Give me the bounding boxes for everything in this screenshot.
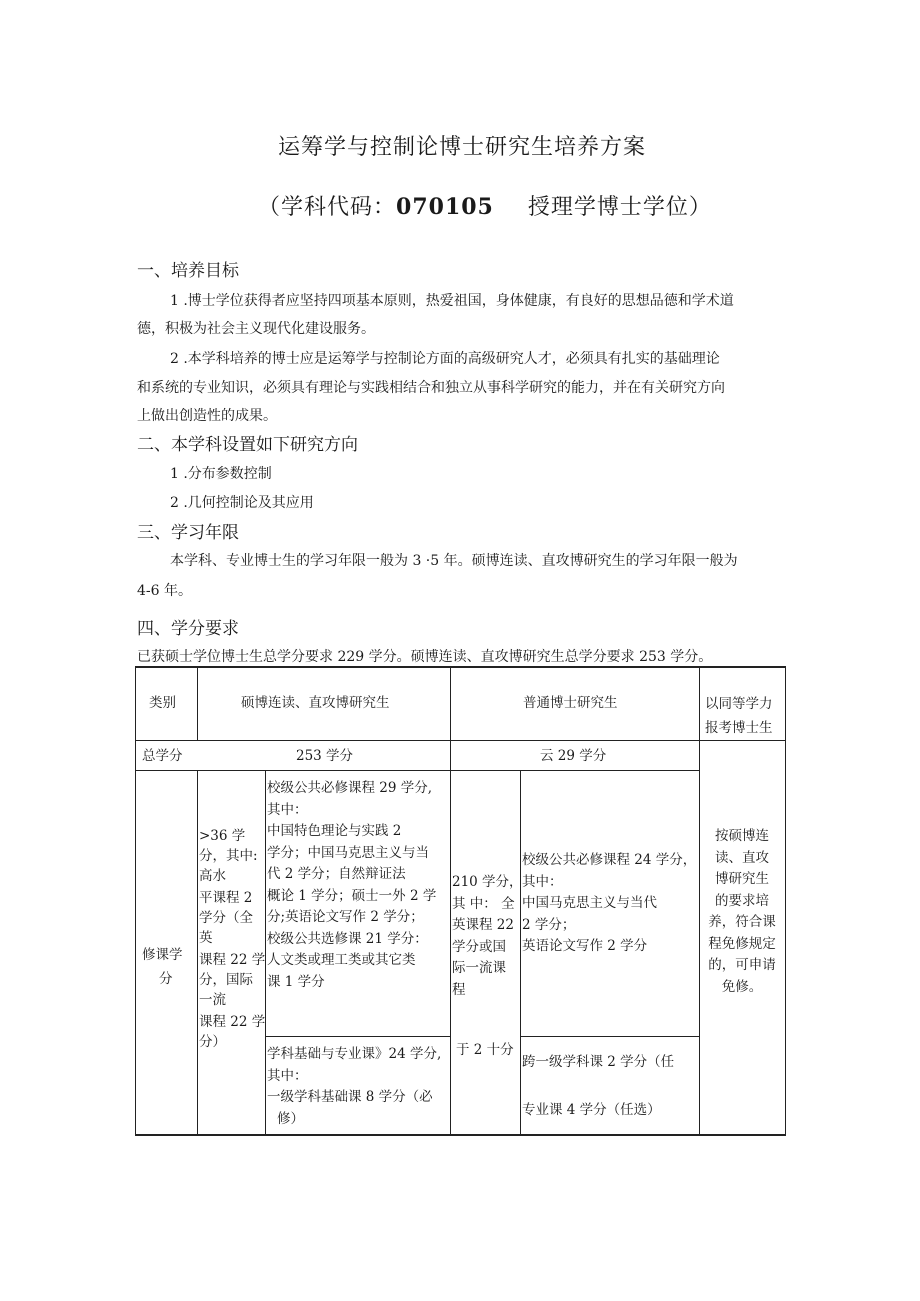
header-category: 类别 — [149, 695, 176, 711]
cell-regular-major: 专业课 4 学分（任选） — [522, 1102, 661, 1118]
cell-equivalent-note: 按硕博连 读、直攻 博研究生 的要求培 养，符合课 程免修规定 的，可申请 免修。 — [708, 828, 776, 995]
section-heading-1: 一、培养目标 — [137, 261, 239, 281]
paragraph-line: 本学科、专业博士生的学习年限一般为 3 ·5 年。硕博连读、直攻博研究生的学习年限一般为 — [170, 553, 738, 569]
paragraph-line: 上做出创造性的成果。 — [137, 408, 277, 424]
direction-item: 2 .几何控制论及其应用 — [170, 495, 314, 511]
doc-subtitle — [258, 190, 712, 221]
cell-regular-summary: 210 学分， 其 中： 全 英课程 22 学分或国 际一流课 程 — [452, 874, 523, 998]
row-course-label: 修课学 — [142, 947, 183, 963]
total-regular: 云 29 学分 — [540, 748, 607, 764]
direction-item: 1 .分布参数控制 — [170, 466, 272, 482]
header-regular-phd: 普通博士研究生 — [523, 695, 618, 711]
paragraph-line: 2 .本学科培养的博士应是运筹学与控制论方面的高级研究人才，必须具有扎实的基础理论 — [170, 351, 720, 367]
row-course-label-2: 分 — [159, 971, 173, 987]
cell-combined-base: 学科基础与专业课》24 学分, 其中： 一级学科基础课 8 学分（必 修） — [267, 1046, 442, 1127]
total-combined: 253 学分 — [296, 748, 354, 764]
subtitle-code-label: （学科代码： — [258, 195, 397, 220]
cell-regular-summary-2: 于 2 十分 — [456, 1042, 514, 1058]
cell-regular-cross: 跨一级学科课 2 学分（任 — [522, 1054, 675, 1070]
cell-combined-summary: >36 学 分，其中: 高水 平课程 2 学分（全 英 课程 22 学 分，国际 一流 课程 22 学 分） — [199, 828, 266, 1050]
paragraph-line: 1 .博士学位获得者应坚持四项基本原则，热爱祖国，身体健康，有良好的思想品德和学术道 — [170, 293, 734, 309]
row-total-label: 总学分 — [142, 748, 183, 764]
paragraph-line: 4-6 年。 — [137, 583, 192, 599]
subtitle-degree: 授理学博士学位） — [527, 195, 712, 220]
section-heading-3: 三、学习年限 — [137, 523, 239, 543]
paragraph-line: 已获硕士学位博士生总学分要求 229 学分。硕博连读、直攻博研究生总学分要求 253 学分。 — [137, 649, 713, 665]
cell-regular-public: 校级公共必修课程 24 学分， 其中： 中国马克思主义与当代 2 学分； 英语论文写作 2 学分 — [522, 852, 697, 954]
header-equivalent-1: 以同等学力 — [705, 696, 773, 712]
subtitle-code: 070105 — [396, 194, 494, 220]
doc-title: 运筹学与控制论博士研究生培养方案 — [278, 135, 647, 160]
paragraph-line: 和系统的专业知识，必须具有理论与实践相结合和独立从事科学研究的能力，并在有关研究方向 — [137, 380, 725, 396]
header-combined-phd: 硕博连读、直攻博研究生 — [241, 695, 390, 711]
cell-combined-public: 校级公共必修课程 29 学分, 其中： 中国特色理论与实践 2 学分；中国马克思主义与当 代 2 学分；自然辩证法 概论 1 学分；硕士一外 2 学 分;英语论文写作 2 学分； 校级公共选修课 21 学分： 人文类或理工类或其它类 课 1 学分 — [267, 780, 437, 990]
header-equivalent-2: 报考博士生 — [705, 720, 773, 736]
section-heading-4: 四、学分要求 — [137, 619, 239, 639]
paragraph-line: 德，积极为社会主义现代化建设服务。 — [137, 321, 375, 337]
section-heading-2: 二、本学科设置如下研究方向 — [137, 435, 358, 455]
